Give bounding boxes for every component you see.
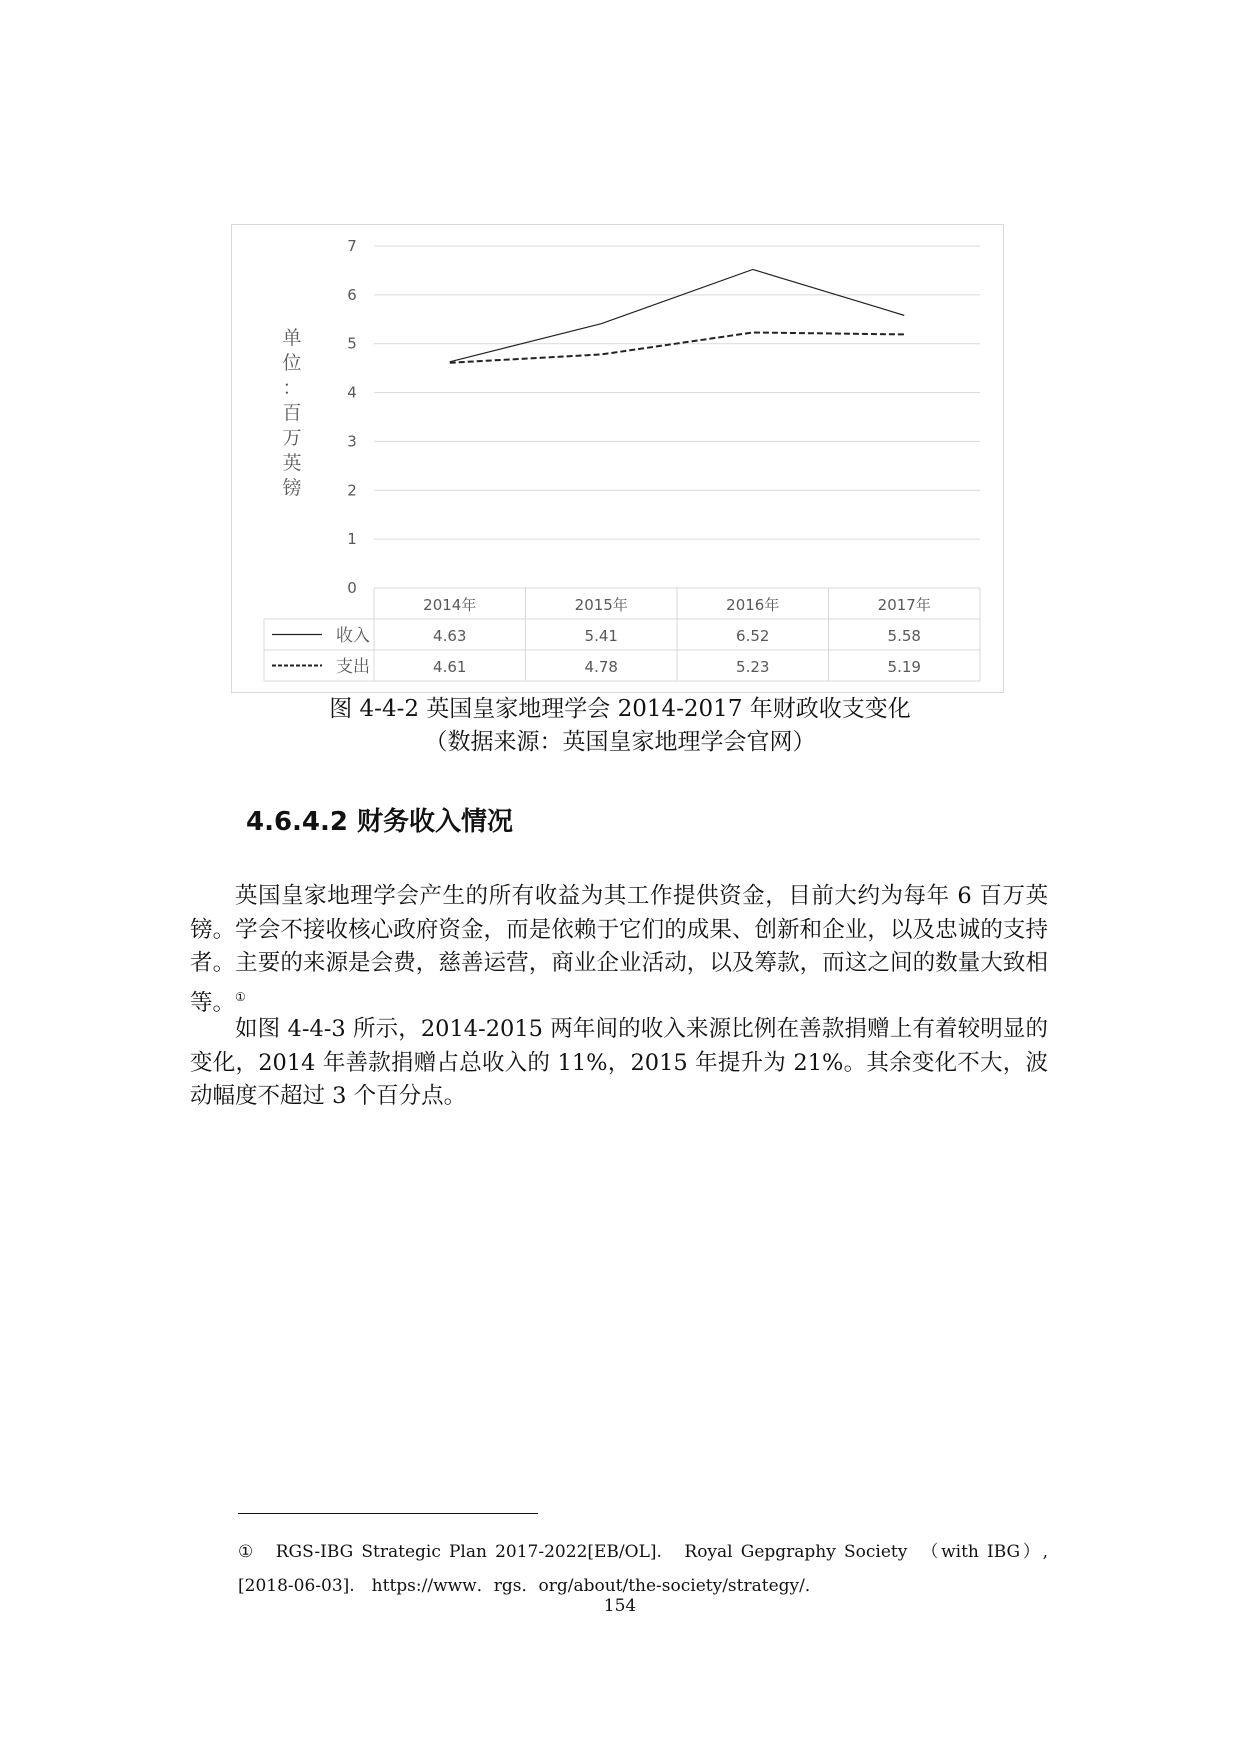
data-table-value: 5.41 xyxy=(584,627,618,645)
y-axis-label-char: 英 xyxy=(282,452,302,474)
section-heading: 4.6.4.2 财务收入情况 xyxy=(246,807,514,837)
paragraph-1 xyxy=(190,880,1048,1020)
legend-label: 收入 xyxy=(336,626,370,646)
x-category-label: 2014年 xyxy=(423,596,477,614)
y-tick-label: 0 xyxy=(347,579,357,597)
figure-caption: 图 4-4-2 英国皇家地理学会 2014-2017 年财政收支变化 xyxy=(329,696,911,722)
x-category-label: 2016年 xyxy=(726,596,780,614)
data-table-value: 4.78 xyxy=(584,658,618,676)
footnote-ref[interactable]: ① xyxy=(235,989,246,1004)
y-tick-label: 1 xyxy=(347,530,357,549)
paragraph-2: 如图 4-4-3 所示，2014-2015 两年间的收入来源比例在善款捐赠上有着较明显的变化，2014 年善款捐赠占总收入的 11%，2015 年提升为 21%。其余变化不大，波动幅度不超过 3 个百分点。 xyxy=(190,1016,1048,1109)
data-table-value: 5.19 xyxy=(887,658,921,676)
page-number: 154 xyxy=(603,1596,637,1616)
y-axis-label-char: 万 xyxy=(282,427,302,449)
y-tick-label: 7 xyxy=(347,237,357,255)
y-tick-label: 6 xyxy=(347,285,357,304)
footnote-divider xyxy=(238,1513,538,1514)
data-table-value: 4.63 xyxy=(433,627,467,645)
data-table-value: 4.61 xyxy=(433,658,467,676)
data-table-value: 6.52 xyxy=(736,627,770,645)
y-axis-label-char: ： xyxy=(282,377,302,399)
y-axis-label xyxy=(279,326,305,501)
y-axis-label-char: 镑 xyxy=(282,477,302,499)
revenue-expense-line-chart xyxy=(0,0,1240,720)
y-axis-label-char: 单 xyxy=(282,327,302,349)
legend-label: 支出 xyxy=(336,657,370,677)
data-table-value: 5.58 xyxy=(887,627,921,645)
y-tick-label: 3 xyxy=(347,432,357,451)
x-category-label: 2015年 xyxy=(574,596,628,614)
data-table-value: 5.23 xyxy=(736,658,770,676)
footnote: ① RGS-IBG Strategic Plan 2017-2022[EB/OL]. Royal Gepgraphy Society （with IBG）, [2018-06-03]. https://www．rgs．org/about/the-society/strategy/． xyxy=(238,1542,1048,1596)
y-tick-label: 5 xyxy=(347,334,357,353)
series-line-2 xyxy=(450,332,905,362)
y-axis-label-char: 百 xyxy=(282,402,302,424)
y-tick-label: 4 xyxy=(347,383,357,402)
x-category-label: 2017年 xyxy=(877,596,931,614)
y-axis-label-char: 位 xyxy=(282,352,302,374)
figure-source: （数据来源：英国皇家地理学会官网） xyxy=(424,729,816,755)
series-line-1 xyxy=(450,269,905,361)
y-tick-label: 2 xyxy=(347,481,357,500)
paragraph-1-text: 英国皇家地理学会产生的所有收益为其工作提供资金，目前大约为每年 6 百万英镑。学会不接收核心政府资金，而是依赖于它们的成果、创新和企业，以及忠诚的支持者。主要的来源是会费，慈善运营，商业企业活动，以及筹款，而这之间的数量大致相等。 xyxy=(190,883,1048,1016)
